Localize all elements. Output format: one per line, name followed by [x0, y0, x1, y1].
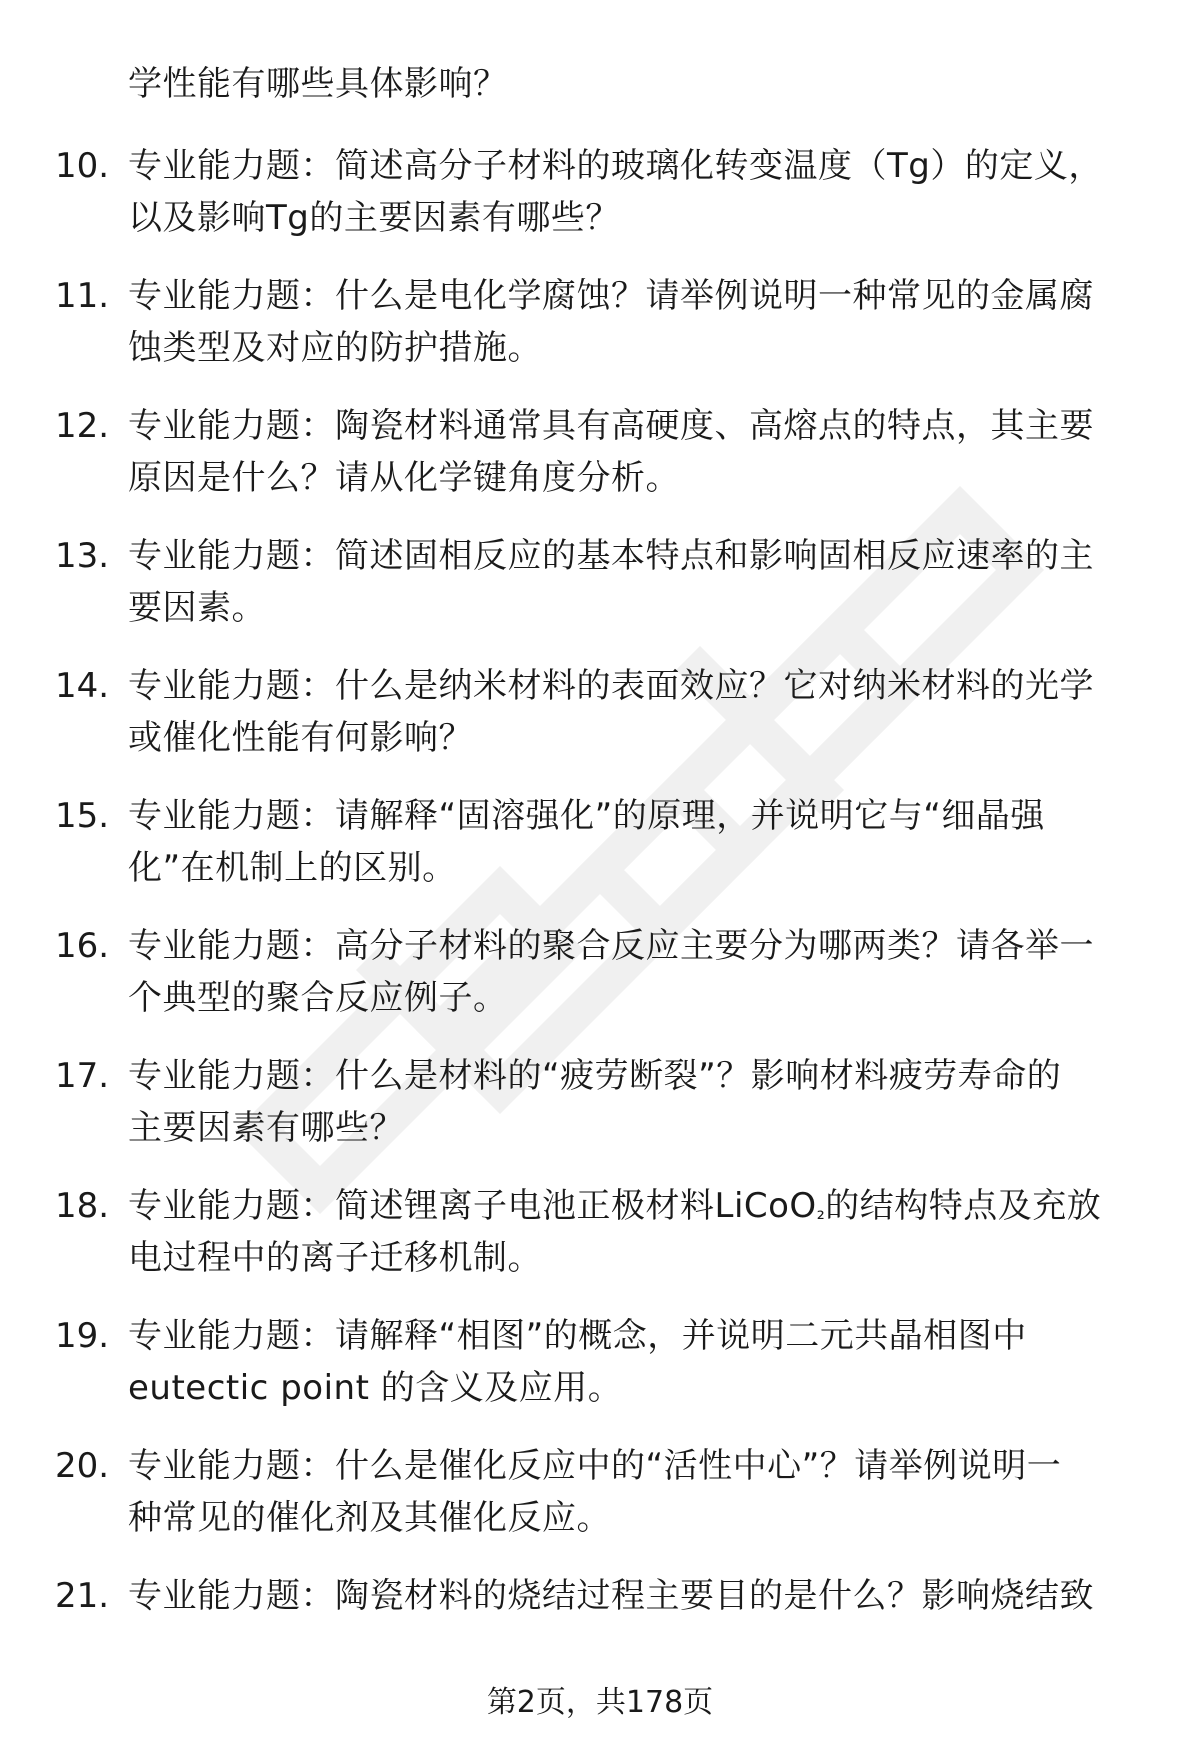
question-line: 以及影响Tg的主要因素有哪些？ [128, 198, 620, 238]
continued-question-text: 学性能有哪些具体影响？ [128, 64, 508, 104]
question-text [128, 1570, 1173, 1622]
question-line: 专业能力题：什么是电化学腐蚀？请举例说明一种常见的金属腐 [128, 276, 1094, 316]
question-number: 15. [55, 796, 110, 836]
question-item [0, 660, 1200, 790]
question-line: 个典型的聚合反应例子。 [128, 978, 508, 1018]
question-text [128, 1180, 1173, 1284]
question-number: 10. [55, 146, 110, 186]
question-line: 专业能力题：简述固相反应的基本特点和影响固相反应速率的主 [128, 536, 1094, 576]
question-text [128, 790, 1173, 894]
question-number: 14. [55, 666, 110, 706]
question-text [128, 1310, 1173, 1414]
question-line: 专业能力题：什么是催化反应中的“活性中心”？请举例说明一 [128, 1446, 1062, 1486]
question-item [0, 790, 1200, 920]
formula-subscript: ₂ [816, 1200, 826, 1224]
question-item [0, 140, 1200, 270]
question-item [0, 270, 1200, 400]
question-line: 要因素。 [128, 588, 266, 628]
question-text [128, 270, 1173, 374]
question-item [0, 1050, 1200, 1180]
question-item [0, 1570, 1200, 1700]
question-line: 或催化性能有何影响？ [128, 718, 473, 758]
question-text [128, 140, 1173, 244]
question-number: 20. [55, 1446, 110, 1486]
question-line: 专业能力题：高分子材料的聚合反应主要分为哪两类？请各举一 [128, 926, 1094, 966]
question-number: 19. [55, 1316, 110, 1356]
question-text [128, 1440, 1173, 1544]
question-list [0, 140, 1200, 1700]
question-line: 化”在机制上的区别。 [128, 848, 457, 888]
question-text [128, 660, 1173, 764]
question-number: 17. [55, 1056, 110, 1096]
question-line: 原因是什么？请从化学键角度分析。 [128, 458, 680, 498]
question-line-tail: 的结构特点及充放 [825, 1186, 1102, 1226]
question-item [0, 1180, 1200, 1310]
question-line: 种常见的催化剂及其催化反应。 [128, 1498, 611, 1538]
question-item [0, 1440, 1200, 1570]
question-text [128, 1050, 1173, 1154]
question-item [0, 400, 1200, 530]
question-number: 16. [55, 926, 110, 966]
question-line: 专业能力题：请解释“固溶强化”的原理，并说明它与“细晶强 [128, 796, 1045, 836]
question-number: 13. [55, 536, 110, 576]
question-number: 18. [55, 1186, 110, 1226]
question-line: 专业能力题：陶瓷材料的烧结过程主要目的是什么？影响烧结致 [128, 1576, 1094, 1616]
question-line: 专业能力题：简述高分子材料的玻璃化转变温度（Tg）的定义， [128, 146, 1103, 186]
question-line: 电过程中的离子迁移机制。 [128, 1238, 542, 1278]
question-line: eutectic point 的含义及应用。 [128, 1368, 623, 1408]
question-line-with-formula [128, 1180, 1173, 1232]
question-number: 12. [55, 406, 110, 446]
question-item [0, 1310, 1200, 1440]
question-text [128, 920, 1173, 1024]
question-line-head: 专业能力题：简述锂离子电池正极材料LiCoO [128, 1186, 817, 1226]
question-line: 蚀类型及对应的防护措施。 [128, 328, 542, 368]
question-line: 专业能力题：请解释“相图”的概念，并说明二元共晶相图中 [128, 1316, 1027, 1356]
question-line: 专业能力题：陶瓷材料通常具有高硬度、高熔点的特点，其主要 [128, 406, 1094, 446]
question-text [128, 530, 1173, 634]
question-text [128, 400, 1173, 504]
question-item [0, 920, 1200, 1050]
question-line: 专业能力题：什么是纳米材料的表面效应？它对纳米材料的光学 [128, 666, 1094, 706]
question-line: 专业能力题：什么是材料的“疲劳断裂”？影响材料疲劳寿命的 [128, 1056, 1062, 1096]
question-number: 21. [55, 1576, 110, 1616]
question-number: 11. [55, 276, 110, 316]
question-item [0, 530, 1200, 660]
page-footer: 第2页，共178页 [486, 1685, 714, 1720]
question-line: 主要因素有哪些？ [128, 1108, 404, 1148]
